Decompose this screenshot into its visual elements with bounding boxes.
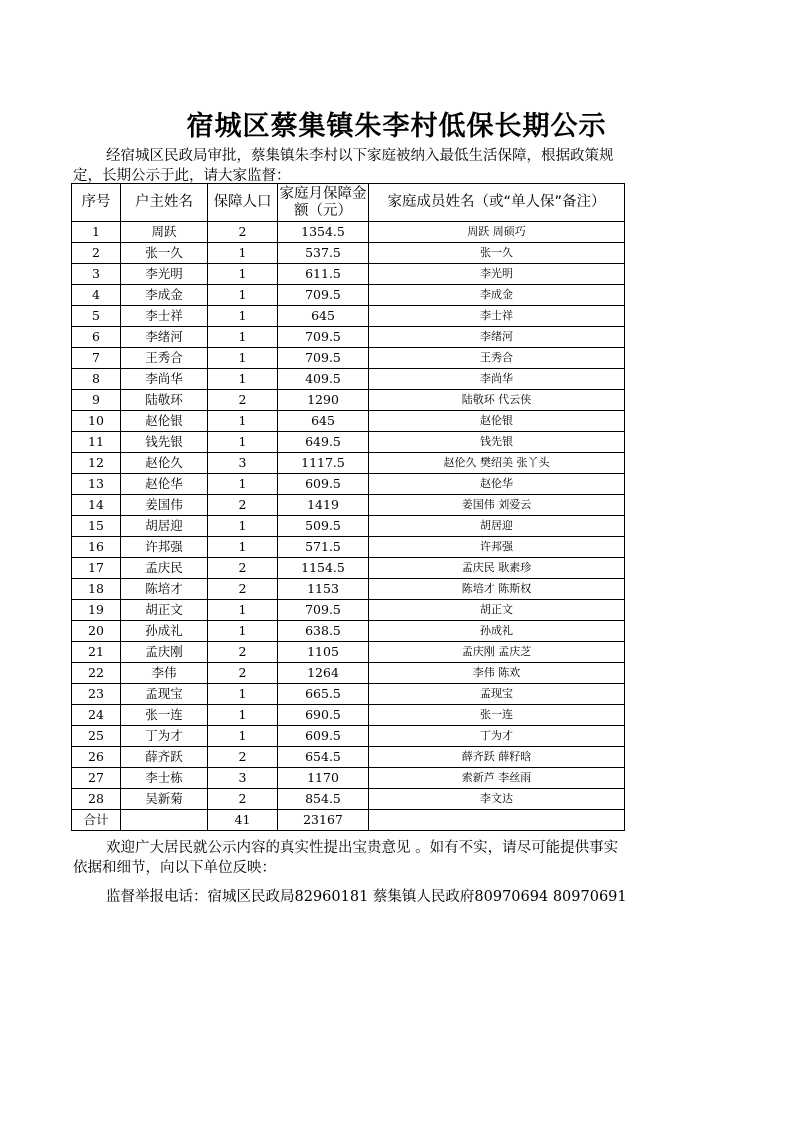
- family-members: 王秀合: [369, 348, 625, 369]
- monthly-amount: 649.5: [278, 432, 369, 453]
- monthly-amount: 709.5: [278, 285, 369, 306]
- row-index: 10: [72, 411, 121, 432]
- persons-count: 2: [208, 390, 278, 411]
- family-members: 李士祥: [369, 306, 625, 327]
- monthly-amount: 571.5: [278, 537, 369, 558]
- persons-count: 1: [208, 411, 278, 432]
- row-index: 23: [72, 684, 121, 705]
- intro-paragraph: 经宿城区民政局审批，蔡集镇朱李村以下家庭被纳入最低生活保障，根据政策规定，长期公示于此，请大家监督：: [73, 148, 614, 184]
- householder-name: 张一连: [121, 705, 208, 726]
- householder-name: 周跃: [121, 222, 208, 243]
- householder-name: 许邦强: [121, 537, 208, 558]
- persons-count: 2: [208, 663, 278, 684]
- householder-name: 李士栋: [121, 768, 208, 789]
- table-row: [72, 663, 625, 684]
- table-row: [72, 222, 625, 243]
- row-index: 15: [72, 516, 121, 537]
- persons-count: 1: [208, 705, 278, 726]
- persons-count: 1: [208, 243, 278, 264]
- table-row: [72, 411, 625, 432]
- family-members: 赵伦久 樊绍美 张丫头: [369, 453, 625, 474]
- table-row: [72, 726, 625, 747]
- householder-name: 钱先银: [121, 432, 208, 453]
- persons-count: 2: [208, 642, 278, 663]
- family-members: 薛齐跃 薛籽晗: [369, 747, 625, 768]
- table-row: [72, 243, 625, 264]
- row-index: 24: [72, 705, 121, 726]
- row-index: 7: [72, 348, 121, 369]
- table-row: [72, 600, 625, 621]
- family-members: 李文达: [369, 789, 625, 810]
- family-members: 陈培才 陈斯权: [369, 579, 625, 600]
- householder-name: 赵伦银: [121, 411, 208, 432]
- family-members: 张一连: [369, 705, 625, 726]
- table-row: [72, 537, 625, 558]
- persons-count: 2: [208, 495, 278, 516]
- total-cell: [369, 810, 625, 831]
- monthly-amount: 1154.5: [278, 558, 369, 579]
- householder-name: 薛齐跃: [121, 747, 208, 768]
- family-members: 赵伦银: [369, 411, 625, 432]
- householder-name: 张一久: [121, 243, 208, 264]
- table-row: [72, 747, 625, 768]
- monthly-amount: 709.5: [278, 600, 369, 621]
- persons-count: 3: [208, 453, 278, 474]
- monthly-amount: 409.5: [278, 369, 369, 390]
- table-row: [72, 432, 625, 453]
- row-index: 9: [72, 390, 121, 411]
- family-members: 孟庆刚 孟庆芝: [369, 642, 625, 663]
- monthly-amount: 1419: [278, 495, 369, 516]
- row-index: 8: [72, 369, 121, 390]
- family-members: 李尚华: [369, 369, 625, 390]
- table-row: [72, 642, 625, 663]
- row-index: 14: [72, 495, 121, 516]
- householder-name: 王秀合: [121, 348, 208, 369]
- householder-name: 孟庆民: [121, 558, 208, 579]
- householder-name: 李尚华: [121, 369, 208, 390]
- row-index: 11: [72, 432, 121, 453]
- family-members: 钱先银: [369, 432, 625, 453]
- row-index: 28: [72, 789, 121, 810]
- persons-count: 2: [208, 558, 278, 579]
- persons-count: 1: [208, 621, 278, 642]
- allowance-table: [71, 183, 625, 831]
- persons-count: 2: [208, 789, 278, 810]
- monthly-amount: 509.5: [278, 516, 369, 537]
- row-index: 3: [72, 264, 121, 285]
- householder-name: 陆敬环: [121, 390, 208, 411]
- header-householder: 户主姓名: [121, 184, 208, 222]
- monthly-amount: 611.5: [278, 264, 369, 285]
- total-cell: [121, 810, 208, 831]
- table-row: [72, 327, 625, 348]
- row-index: 16: [72, 537, 121, 558]
- page-title: 宿城区蔡集镇朱李村低保长期公示: [186, 111, 607, 142]
- family-members: 许邦强: [369, 537, 625, 558]
- row-index: 18: [72, 579, 121, 600]
- family-members: 李光明: [369, 264, 625, 285]
- table-row: [72, 705, 625, 726]
- persons-count: 2: [208, 579, 278, 600]
- monthly-amount: 609.5: [278, 474, 369, 495]
- row-index: 2: [72, 243, 121, 264]
- family-members: 李绪河: [369, 327, 625, 348]
- row-index: 13: [72, 474, 121, 495]
- monthly-amount: 645: [278, 306, 369, 327]
- householder-name: 李成金: [121, 285, 208, 306]
- row-index: 17: [72, 558, 121, 579]
- householder-name: 丁为才: [121, 726, 208, 747]
- persons-count: 1: [208, 684, 278, 705]
- householder-name: 李光明: [121, 264, 208, 285]
- header-index: 序号: [72, 184, 121, 222]
- monthly-amount: 709.5: [278, 327, 369, 348]
- table-row: [72, 768, 625, 789]
- table-row: [72, 684, 625, 705]
- householder-name: 陈培才: [121, 579, 208, 600]
- householder-name: 李士祥: [121, 306, 208, 327]
- householder-name: 孟庆刚: [121, 642, 208, 663]
- monthly-amount: 645: [278, 411, 369, 432]
- family-members: 张一久: [369, 243, 625, 264]
- persons-count: 1: [208, 516, 278, 537]
- monthly-amount: 690.5: [278, 705, 369, 726]
- householder-name: 赵伦华: [121, 474, 208, 495]
- persons-count: 1: [208, 285, 278, 306]
- monthly-amount: 1153: [278, 579, 369, 600]
- householder-name: 胡正文: [121, 600, 208, 621]
- persons-count: 1: [208, 348, 278, 369]
- row-index: 6: [72, 327, 121, 348]
- monthly-amount: 665.5: [278, 684, 369, 705]
- householder-name: 姜国伟: [121, 495, 208, 516]
- header-amount: 家庭月保障金额（元）: [278, 184, 369, 222]
- monthly-amount: 1264: [278, 663, 369, 684]
- monthly-amount: 1170: [278, 768, 369, 789]
- persons-count: 2: [208, 747, 278, 768]
- table-header-row: [72, 184, 625, 222]
- householder-name: 孙成礼: [121, 621, 208, 642]
- family-members: 孟现宝: [369, 684, 625, 705]
- persons-count: 1: [208, 432, 278, 453]
- table-row: [72, 390, 625, 411]
- table-row: [72, 495, 625, 516]
- row-index: 19: [72, 600, 121, 621]
- family-members: 索新芦 李丝雨: [369, 768, 625, 789]
- row-index: 27: [72, 768, 121, 789]
- table-row: [72, 789, 625, 810]
- row-index: 26: [72, 747, 121, 768]
- monthly-amount: 709.5: [278, 348, 369, 369]
- persons-count: 1: [208, 474, 278, 495]
- row-index: 21: [72, 642, 121, 663]
- monthly-amount: 654.5: [278, 747, 369, 768]
- family-members: 孙成礼: [369, 621, 625, 642]
- monthly-amount: 1290: [278, 390, 369, 411]
- table-row: [72, 516, 625, 537]
- hotline-text: 监督举报电话：宿城区民政局82960181 蔡集镇人民政府80970694 80970691: [106, 889, 627, 905]
- family-members: 孟庆民 耿素珍: [369, 558, 625, 579]
- monthly-amount: 1117.5: [278, 453, 369, 474]
- total-row: [72, 810, 625, 831]
- table-row: [72, 579, 625, 600]
- householder-name: 胡居迎: [121, 516, 208, 537]
- feedback-paragraph: 欢迎广大居民就公示内容的真实性提出宝贵意见 。如有不实，请尽可能提供事实依据和细节，向以下单位反映：: [73, 840, 619, 876]
- family-members: 陆敬环 代云侠: [369, 390, 625, 411]
- row-index: 25: [72, 726, 121, 747]
- householder-name: 孟现宝: [121, 684, 208, 705]
- monthly-amount: 1105: [278, 642, 369, 663]
- total-amount: 23167: [278, 810, 369, 831]
- row-index: 1: [72, 222, 121, 243]
- persons-count: 2: [208, 222, 278, 243]
- table-row: [72, 264, 625, 285]
- family-members: 李伟 陈欢: [369, 663, 625, 684]
- header-members: 家庭成员姓名（或“单人保”备注）: [369, 184, 625, 222]
- persons-count: 1: [208, 369, 278, 390]
- persons-count: 3: [208, 768, 278, 789]
- table-row: [72, 369, 625, 390]
- total-label: 合计: [72, 810, 121, 831]
- family-members: 周跃 周硕巧: [369, 222, 625, 243]
- row-index: 12: [72, 453, 121, 474]
- table-row: [72, 306, 625, 327]
- row-index: 4: [72, 285, 121, 306]
- family-members: 胡居迎: [369, 516, 625, 537]
- persons-count: 1: [208, 264, 278, 285]
- row-index: 22: [72, 663, 121, 684]
- family-members: 李成金: [369, 285, 625, 306]
- table-row: [72, 348, 625, 369]
- householder-name: 李绪河: [121, 327, 208, 348]
- monthly-amount: 638.5: [278, 621, 369, 642]
- row-index: 20: [72, 621, 121, 642]
- total-persons: 41: [208, 810, 278, 831]
- family-members: 姜国伟 刘爱云: [369, 495, 625, 516]
- family-members: 赵伦华: [369, 474, 625, 495]
- table-row: [72, 558, 625, 579]
- monthly-amount: 854.5: [278, 789, 369, 810]
- persons-count: 1: [208, 306, 278, 327]
- monthly-amount: 1354.5: [278, 222, 369, 243]
- persons-count: 1: [208, 327, 278, 348]
- persons-count: 1: [208, 537, 278, 558]
- table-row: [72, 621, 625, 642]
- monthly-amount: 609.5: [278, 726, 369, 747]
- table-row: [72, 474, 625, 495]
- row-index: 5: [72, 306, 121, 327]
- family-members: 胡正文: [369, 600, 625, 621]
- table-row: [72, 285, 625, 306]
- persons-count: 1: [208, 600, 278, 621]
- householder-name: 赵伦久: [121, 453, 208, 474]
- header-persons: 保障人口: [208, 184, 278, 222]
- householder-name: 吴新菊: [121, 789, 208, 810]
- family-members: 丁为才: [369, 726, 625, 747]
- monthly-amount: 537.5: [278, 243, 369, 264]
- persons-count: 1: [208, 726, 278, 747]
- householder-name: 李伟: [121, 663, 208, 684]
- table-row: [72, 453, 625, 474]
